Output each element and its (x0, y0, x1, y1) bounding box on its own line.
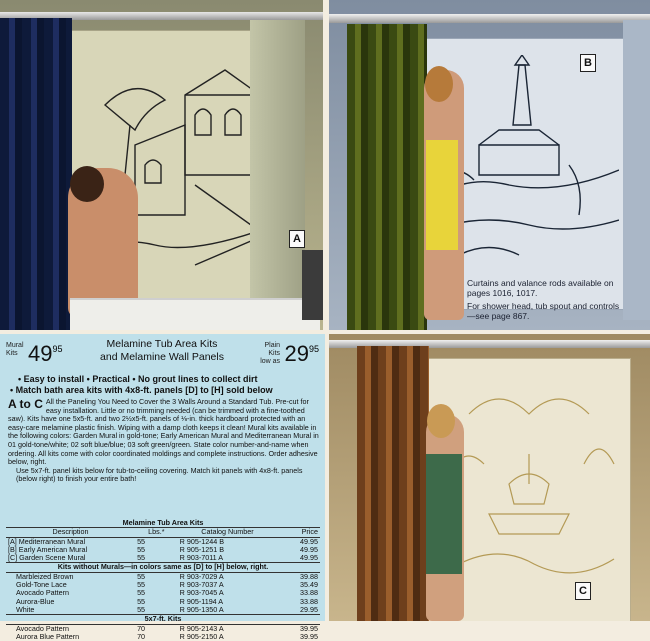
bather-hair (425, 66, 453, 102)
photo-c-garden-scene-mural (329, 334, 650, 621)
bathtub (70, 298, 320, 330)
table-row (6, 624, 320, 633)
cell-description: Avocado Pattern (16, 588, 70, 598)
space-heater (302, 250, 323, 320)
label-kits: Kits (6, 350, 18, 357)
cell-price: 29.95 (300, 604, 318, 614)
cell-catalog: R 905-2150 A (179, 631, 224, 641)
cell-price: 49.95 (300, 536, 318, 546)
cell-lbs: 55 (137, 536, 146, 546)
bullet-line-2: • Match bath area kits with 4x8-ft. panels [D] to [H] sold below (10, 385, 273, 395)
bather-hair (70, 166, 104, 202)
cell-description: Marbleized Brown (16, 571, 74, 581)
section-5x7-kits: 5x7-ft. Kits (6, 615, 320, 624)
cell-lbs: 70 (137, 623, 146, 633)
cell-catalog: R 903-7037 A (179, 580, 224, 590)
cell-price: 39.95 (300, 623, 318, 633)
col-description: Description (6, 528, 135, 537)
cell-lbs: 70 (137, 631, 146, 641)
cell-description: Aurora Blue Pattern (16, 631, 80, 641)
cell-lbs: 55 (137, 580, 146, 590)
cell-description: [A] Mediterranean Mural (8, 536, 86, 546)
cell-lbs: 55 (137, 544, 146, 554)
description-paragraph: All the Paneling You Need to Cover the 3 Walls Around a Standard Tub. Pre-cut for easy installation. Little or no trimming needed (can be trimmed with a fine-toothed saw). Kits have one 5x5-ft. and two 2½x5-ft. panels of ⅛-in. thick hardboard protected with an easy-care melamine plastic finish. Wiping with a damp cloth keeps it clean! Mural kits available in the following colors: Garden Mural in gold-tone; Early American Mural and Mediterranean Mural in 01 gold-tone/white; 02 soft blue/blue; 03 soft green/green. State color number-and-name when ordering. All kits come with color coordinated moldings and complete instructions. Order adhesive below, right. (8, 397, 319, 467)
plain-kits-price (260, 342, 319, 366)
table-title: Melamine Tub Area Kits (122, 518, 204, 527)
label-low-as: low as (260, 358, 281, 365)
description-text (8, 398, 322, 484)
items-a-to-c: A to C (8, 397, 43, 411)
cell-price: 49.95 (300, 544, 318, 554)
side-wall (623, 20, 650, 320)
green-towel (426, 454, 462, 574)
yellow-towel (426, 140, 458, 250)
table-header-row (6, 528, 320, 537)
cell-description: Aurora-Blue (16, 596, 55, 606)
col-price: Price (277, 528, 320, 537)
cell-lbs: 55 (137, 588, 146, 598)
cell-catalog: R 905-1244 B (179, 536, 225, 546)
cell-catalog: R 905-1350 A (179, 604, 224, 614)
title-line-2: and Melamine Wall Panels (100, 351, 224, 363)
lighthouse-mural-drawing (439, 55, 619, 265)
cell-catalog: R 905-1251 B (179, 544, 225, 554)
section-plain-kits: Kits without Murals—in colors same as [D] to [H] below, right. (6, 563, 320, 572)
cell-catalog: R 903-7011 A (179, 553, 224, 563)
table-row (6, 633, 320, 641)
mural-kits-price (6, 342, 62, 366)
product-description-block (0, 334, 325, 641)
cell-catalog: R 905-1194 A (179, 596, 224, 606)
cell-catalog: R 903-7045 A (179, 588, 224, 598)
cell-description: Avocado Pattern (16, 623, 70, 633)
plain-kits-label (260, 342, 280, 366)
cell-lbs: 55 (137, 553, 146, 563)
cell-catalog: R 903-7029 A (179, 571, 224, 581)
section-title (92, 338, 232, 364)
kits-table (6, 519, 320, 641)
side-wall (250, 20, 305, 310)
cell-description: Gold-Tone Lace (16, 580, 67, 590)
garden-fountain-mural-drawing (449, 374, 619, 594)
col-catalog-number: Catalog Number (178, 528, 278, 537)
label-kits-2: Kits (268, 350, 281, 357)
photo-b-caption (467, 278, 627, 321)
cell-price: 35.49 (300, 580, 318, 590)
cell-lbs: 55 (137, 604, 146, 614)
cell-price: 39.88 (300, 571, 318, 581)
col-lbs: Lbs.* (135, 528, 178, 537)
label-mural: Mural (6, 342, 24, 349)
price-main: 49 (27, 341, 53, 366)
price-main: 29 (284, 341, 309, 366)
cell-lbs: 55 (137, 596, 146, 606)
price-cents: 95 (308, 344, 319, 354)
mural-kits-label (6, 342, 24, 358)
feature-bullets (8, 374, 323, 396)
photo-a-mediterranean-mural (0, 0, 323, 330)
photo-b-early-american-mural (329, 0, 650, 330)
caption-curtains: Curtains and valance rods available on pages 1016, 1017. (467, 278, 614, 298)
cell-price: 39.95 (300, 631, 318, 641)
cell-description: White (16, 604, 35, 614)
table-row (6, 598, 320, 606)
cell-lbs: 55 (137, 571, 146, 581)
title-line-1: Melamine Tub Area Kits (106, 338, 218, 350)
price-cents: 95 (52, 344, 63, 354)
badge-a: A (289, 230, 305, 248)
green-velvet-curtain (347, 24, 427, 330)
label-plain: Plain (264, 342, 281, 349)
bullet-line-1: • Easy to install • Practical • No grout lines to collect dirt (18, 374, 258, 384)
cell-catalog: R 905-2143 A (179, 623, 224, 633)
cell-price: 33.88 (300, 596, 318, 606)
badge-b: B (580, 54, 596, 72)
usage-note: Use 5x7-ft. panel kits below for tub-to-ceiling covering. Match kit panels with 4x8-ft. panels (below right) to finish your entire bath! (16, 465, 303, 484)
curtain-rod (329, 14, 650, 23)
caption-shower-head: For shower head, tub spout and controls—see page 867. (467, 301, 620, 321)
cell-description: [C] Garden Scene Mural (8, 553, 86, 563)
cell-price: 33.88 (300, 588, 318, 598)
badge-c: C (575, 582, 591, 600)
cell-description: [B] Early American Mural (8, 544, 88, 554)
navy-shower-curtain (0, 18, 72, 330)
bather-hair (427, 404, 455, 438)
rust-velvet-curtain (357, 346, 429, 621)
cell-price: 49.95 (300, 553, 318, 563)
